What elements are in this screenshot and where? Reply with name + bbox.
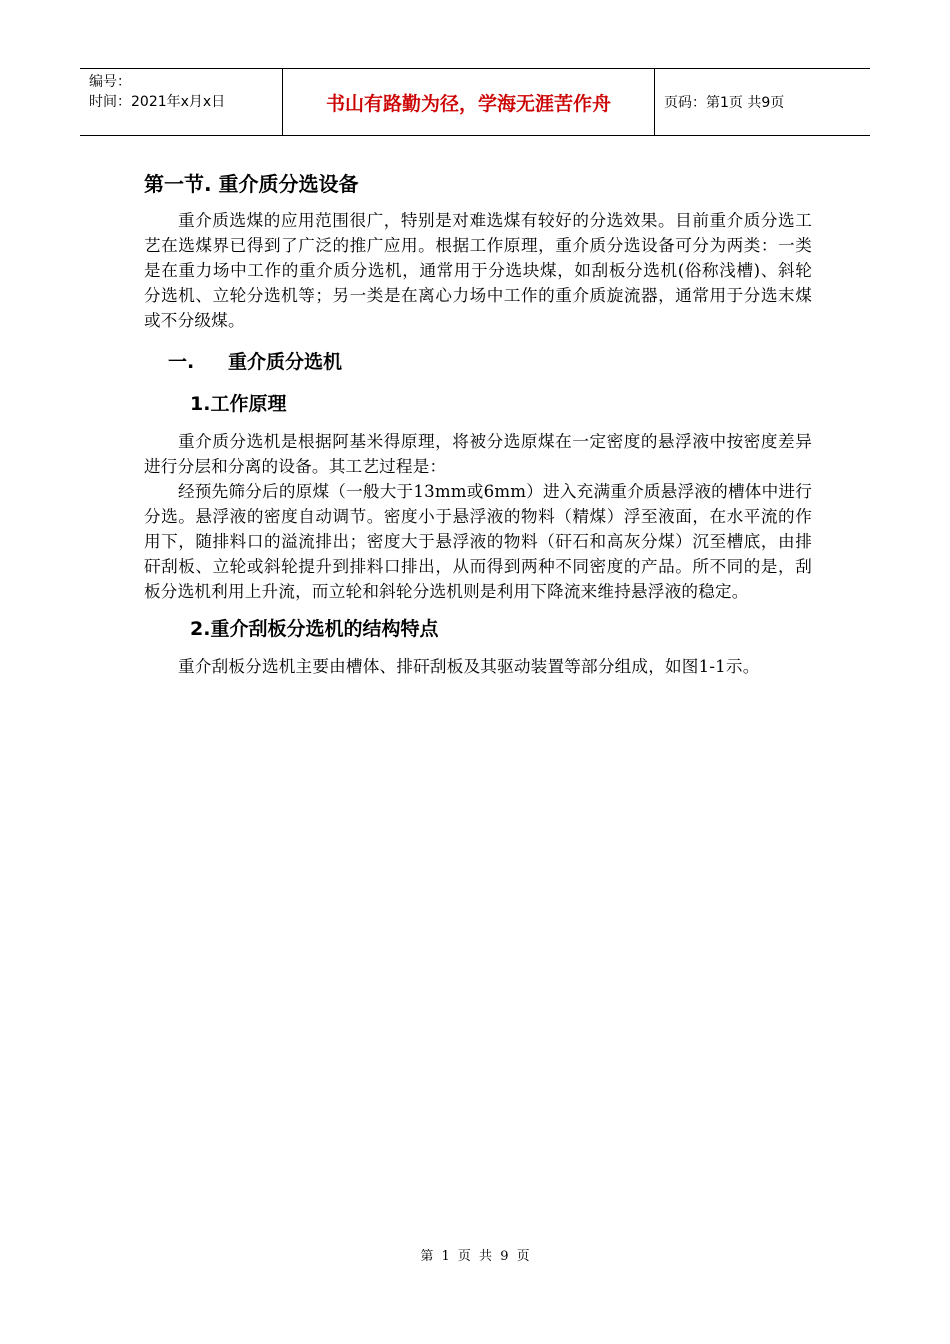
item2-paragraph-1: 重介刮板分选机主要由槽体、排矸刮板及其驱动装置等部分组成，如图1-1示。 bbox=[178, 657, 760, 676]
page-footer: 第 1 页 共 9 页 bbox=[420, 1249, 530, 1264]
header-motto-cell bbox=[282, 69, 655, 135]
document-header bbox=[80, 68, 870, 136]
header-page-info: 页码：第1页 共9页 bbox=[664, 95, 785, 111]
header-meta bbox=[80, 69, 282, 135]
item1-paragraph-1: 重介质分选机是根据阿基米得原理，将被分选原煤在一定密度的悬浮液中按密度差异进行分层和分离的设备。其工艺过程是： bbox=[144, 432, 812, 476]
section-title: 第一节. 重介质分选设备 bbox=[144, 172, 359, 196]
document-body bbox=[144, 168, 812, 679]
number-label: 编号： bbox=[89, 74, 131, 90]
item1-paragraph-2: 经预先筛分后的原煤（一般大于13mm或6mm）进入充满重介质悬浮液的槽体中进行分选。悬浮液的密度自动调节。密度小于悬浮液的物料（精煤）浮至液面，在水平流的作用下，随排料口的溢流排出；密度大于悬浮液的物料（矸石和高灰分煤）沉至槽底，由排矸刮板、立轮或斜轮提升到排料口排出，从而得到两种不同密度的产品。所不同的是，刮板分选机利用上升流，而立轮和斜轮分选机则是利用下降流来维持悬浮液的稳定。 bbox=[144, 482, 812, 601]
item1-heading: 1.工作原理 bbox=[190, 393, 287, 415]
intro-paragraph: 重介质选煤的应用范围很广，特别是对难选煤有较好的分选效果。目前重介质分选工艺在选煤界已得到了广泛的推广应用。根据工作原理，重介质分选设备可分为两类：一类是在重力场中工作的重介质分选机，通常用于分选块煤，如刮板分选机(俗称浅槽)、斜轮分选机、立轮分选机等；另一类是在离心力场中工作的重介质旋流器，通常用于分选末煤或不分级煤。 bbox=[144, 211, 812, 330]
subsection-number: 一. bbox=[168, 351, 195, 373]
subsection-heading bbox=[168, 347, 812, 377]
item2-heading: 2.重介刮板分选机的结构特点 bbox=[190, 618, 439, 640]
header-motto: 书山有路勤为径，学海无涯苦作舟 bbox=[325, 92, 611, 115]
time-label: 时间：2021年x月x日 bbox=[89, 94, 226, 110]
subsection-title: 重介质分选机 bbox=[228, 351, 343, 373]
